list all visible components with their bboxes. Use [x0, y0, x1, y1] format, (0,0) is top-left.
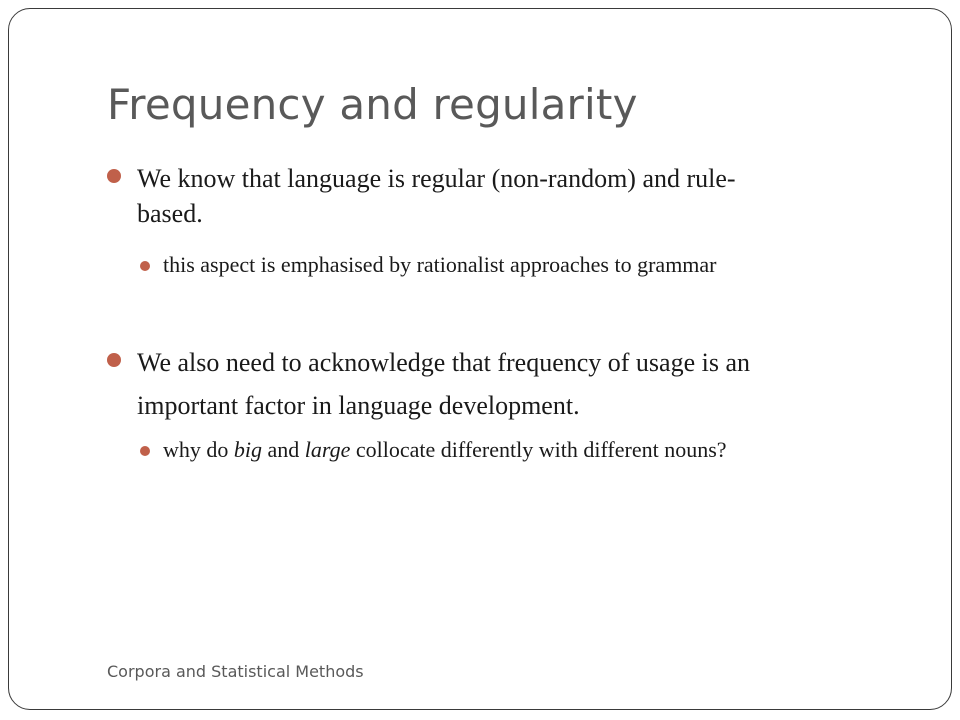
bullet-text-line-1: We know that language is regular (non-random) and rule-: [137, 164, 736, 193]
sub-text-emphasis-large: large: [304, 437, 351, 462]
sub-bullet-text: [163, 436, 727, 464]
sub-text-part: why do: [163, 437, 234, 462]
sub-bullet-text: this aspect is emphasised by rationalist approaches to grammar: [163, 252, 717, 277]
bullet-dot-icon: [107, 353, 121, 367]
sub-bullet-dot-icon: [140, 261, 150, 271]
slide-footer: Corpora and Statistical Methods: [107, 662, 364, 681]
bullet-dot-icon: [107, 169, 121, 183]
bullet-text-line-1: We also need to acknowledge that frequency of usage is an: [137, 348, 751, 377]
sub-bullet-dot-icon: [140, 446, 150, 456]
sub-text-part: and: [262, 437, 305, 462]
slide-title: Frequency and regularity: [107, 80, 638, 129]
bullet-text-line-2: important factor in language development.: [137, 391, 580, 420]
sub-text-part: collocate differently with different nouns?: [350, 437, 727, 462]
bullet-text-line-2: based.: [137, 199, 203, 228]
sub-text-emphasis-big: big: [233, 437, 263, 462]
